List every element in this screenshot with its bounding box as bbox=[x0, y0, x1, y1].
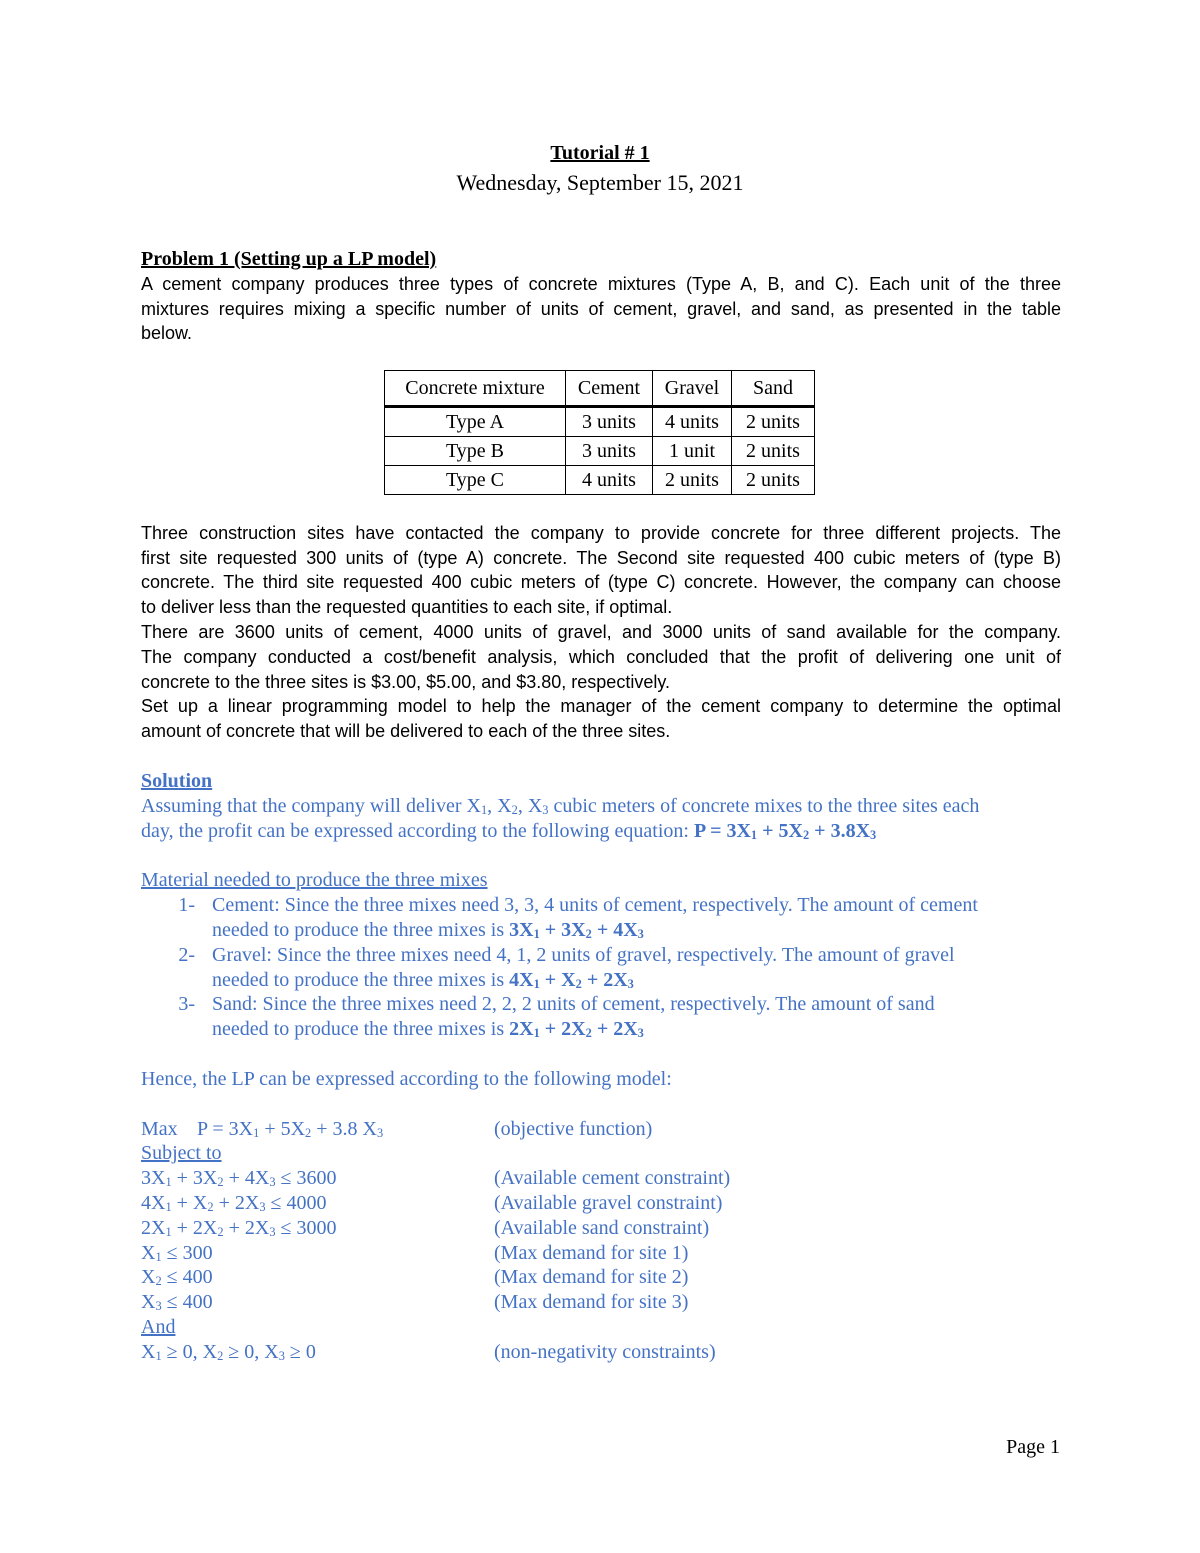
constraint-expression: $X_1 \le 300$ bbox=[141, 1242, 213, 1265]
body-line: concrete. The third site requested 400 cubic meters of (type C) concrete. However, the company can choose bbox=[141, 572, 1061, 592]
body-line: The company conducted a cost/benefit analysis, which concluded that the profit of delivering one unit of bbox=[141, 647, 1061, 667]
sand-equation: $2X_1 + 2X_2 + 2X_3$ bbox=[509, 1018, 644, 1041]
page-title: Tutorial # 1 bbox=[550, 142, 650, 164]
list-item-text: needed to produce the three mixes is bbox=[212, 1018, 505, 1040]
table-header-row bbox=[385, 371, 815, 407]
constraint-row bbox=[0, 1241, 1200, 1265]
solution-line bbox=[141, 819, 1061, 845]
subject-to-label: Subject to bbox=[141, 1142, 222, 1164]
list-item-continuation bbox=[212, 1017, 644, 1043]
constraint-expression: $3X_1 + 3X_2 + 4X_3 \le 3600$ bbox=[141, 1167, 337, 1190]
constraint-note: (Available cement constraint) bbox=[494, 1167, 731, 1189]
subject-to-row bbox=[0, 1141, 1200, 1165]
constraint-expression: $X_3 \le 400$ bbox=[141, 1291, 213, 1314]
and-label: And bbox=[141, 1316, 176, 1338]
constraint-note: (Max demand for site 2) bbox=[494, 1266, 689, 1288]
table-cell: 4 units bbox=[566, 466, 653, 495]
table-cell: 3 units bbox=[566, 437, 653, 466]
body-line: concrete to the three sites is $3.00, $5.00, and $3.80, respectively. bbox=[141, 672, 670, 692]
constraint-expression: $X_2 \le 400$ bbox=[141, 1266, 213, 1289]
table-cell: 2 units bbox=[732, 466, 815, 495]
solution-line: Assuming that the company will deliver $X_1$, $X_2$, $X_3$ cubic meters of concrete mixes to the three sites each bbox=[141, 795, 980, 818]
table-cell: Type A bbox=[385, 407, 566, 437]
solution-heading: Solution bbox=[141, 770, 213, 792]
material-heading: Material needed to produce the three mixes bbox=[141, 869, 488, 891]
page-number: Page 1 bbox=[1006, 1436, 1060, 1458]
list-item-continuation bbox=[212, 918, 644, 944]
objective-row bbox=[0, 1117, 1200, 1141]
nonneg-expression: $X_1 \ge 0$, $X_2 \ge 0$, $X_3 \ge 0$ bbox=[141, 1341, 316, 1364]
profit-equation: $P = 3X_1 + 5X_2 + 3.8X_3$ bbox=[693, 820, 877, 843]
list-item-text: needed to produce the three mixes is bbox=[212, 969, 505, 991]
table-row bbox=[385, 466, 815, 495]
list-item-text: Gravel: Since the three mixes need 4, 1, 2 units of gravel, respectively. The amount of gravel bbox=[212, 944, 955, 966]
body-line: Set up a linear programming model to help the manager of the cement company to determine the optimal bbox=[141, 696, 1061, 716]
intro-line: mixtures requires mixing a specific number of units of cement, gravel, and sand, as presented in the table bbox=[141, 299, 1061, 319]
problem-heading: Problem 1 (Setting up a LP model) bbox=[141, 248, 437, 270]
solution-line-text: day, the profit can be expressed according to the following equation: bbox=[141, 820, 689, 842]
constraint-note: (Available sand constraint) bbox=[494, 1217, 710, 1239]
body-line: to deliver less than the requested quantities to each site, if optimal. bbox=[141, 597, 673, 617]
and-row bbox=[0, 1315, 1200, 1339]
constraint-row bbox=[0, 1290, 1200, 1314]
table-cell: 4 units bbox=[653, 407, 732, 437]
table-cell: 3 units bbox=[566, 407, 653, 437]
constraint-row bbox=[0, 1265, 1200, 1289]
max-label: Max bbox=[141, 1118, 178, 1140]
nonneg-note: (non-negativity constraints) bbox=[494, 1341, 716, 1363]
constraint-expression: $4X_1 + X_2 + 2X_3 \le 4000$ bbox=[141, 1192, 327, 1215]
table-header-cell: Gravel bbox=[653, 371, 732, 407]
constraint-expression: $2X_1 + 2X_2 + 2X_3 \le 3000$ bbox=[141, 1217, 337, 1240]
constraint-note: (Available gravel constraint) bbox=[494, 1192, 723, 1214]
table-cell: 2 units bbox=[732, 437, 815, 466]
body-line: amount of concrete that will be delivered to each of the three sites. bbox=[141, 721, 671, 741]
constraint-note: (Max demand for site 3) bbox=[494, 1291, 689, 1313]
table-cell: 1 unit bbox=[653, 437, 732, 466]
body-line: Three construction sites have contacted the company to provide concrete for three different projects. The bbox=[141, 523, 1061, 543]
list-number: 1- bbox=[178, 894, 195, 916]
intro-line: below. bbox=[141, 323, 193, 343]
objective-note: (objective function) bbox=[494, 1118, 653, 1140]
table-cell: 2 units bbox=[653, 466, 732, 495]
hence-line: Hence, the LP can be expressed according to the following model: bbox=[141, 1068, 672, 1090]
list-number: 3- bbox=[178, 993, 195, 1015]
constraint-row bbox=[0, 1191, 1200, 1215]
list-item-continuation bbox=[212, 968, 634, 994]
nonneg-row bbox=[0, 1340, 1200, 1364]
list-item-text: needed to produce the three mixes is bbox=[212, 919, 505, 941]
table-row bbox=[385, 437, 815, 466]
table-cell: Type B bbox=[385, 437, 566, 466]
mixture-table bbox=[384, 370, 815, 495]
constraint-note: (Max demand for site 1) bbox=[494, 1242, 689, 1264]
gravel-equation: $4X_1 + X_2 + 2X_3$ bbox=[509, 969, 634, 992]
list-item-text: Cement: Since the three mixes need 3, 3, 4 units of cement, respectively. The amount of cement bbox=[212, 894, 978, 916]
constraint-row bbox=[0, 1166, 1200, 1190]
page-date: Wednesday, September 15, 2021 bbox=[456, 170, 744, 195]
intro-line: A cement company produces three types of concrete mixtures (Type A, B, and C). Each unit of the three bbox=[141, 274, 1061, 294]
table-header-cell: Cement bbox=[566, 371, 653, 407]
body-line: first site requested 300 units of (type A) concrete. The Second site requested 400 cubic meters of (type B) bbox=[141, 548, 1061, 568]
table-cell: 2 units bbox=[732, 407, 815, 437]
body-line: There are 3600 units of cement, 4000 units of gravel, and 3000 units of sand available for the company. bbox=[141, 622, 1061, 642]
table-cell: Type C bbox=[385, 466, 566, 495]
table-row bbox=[385, 407, 815, 437]
list-item-text: Sand: Since the three mixes need 2, 2, 2 units of cement, respectively. The amount of sand bbox=[212, 993, 935, 1015]
list-number: 2- bbox=[178, 944, 195, 966]
table-header-cell: Sand bbox=[732, 371, 815, 407]
constraint-row bbox=[0, 1216, 1200, 1240]
cement-equation: $3X_1 + 3X_2 + 4X_3$ bbox=[509, 919, 644, 942]
objective-expression: $P = 3X_1 + 5X_2 + 3.8$ $X_3$ bbox=[197, 1118, 384, 1141]
table-header-cell: Concrete mixture bbox=[385, 371, 566, 407]
